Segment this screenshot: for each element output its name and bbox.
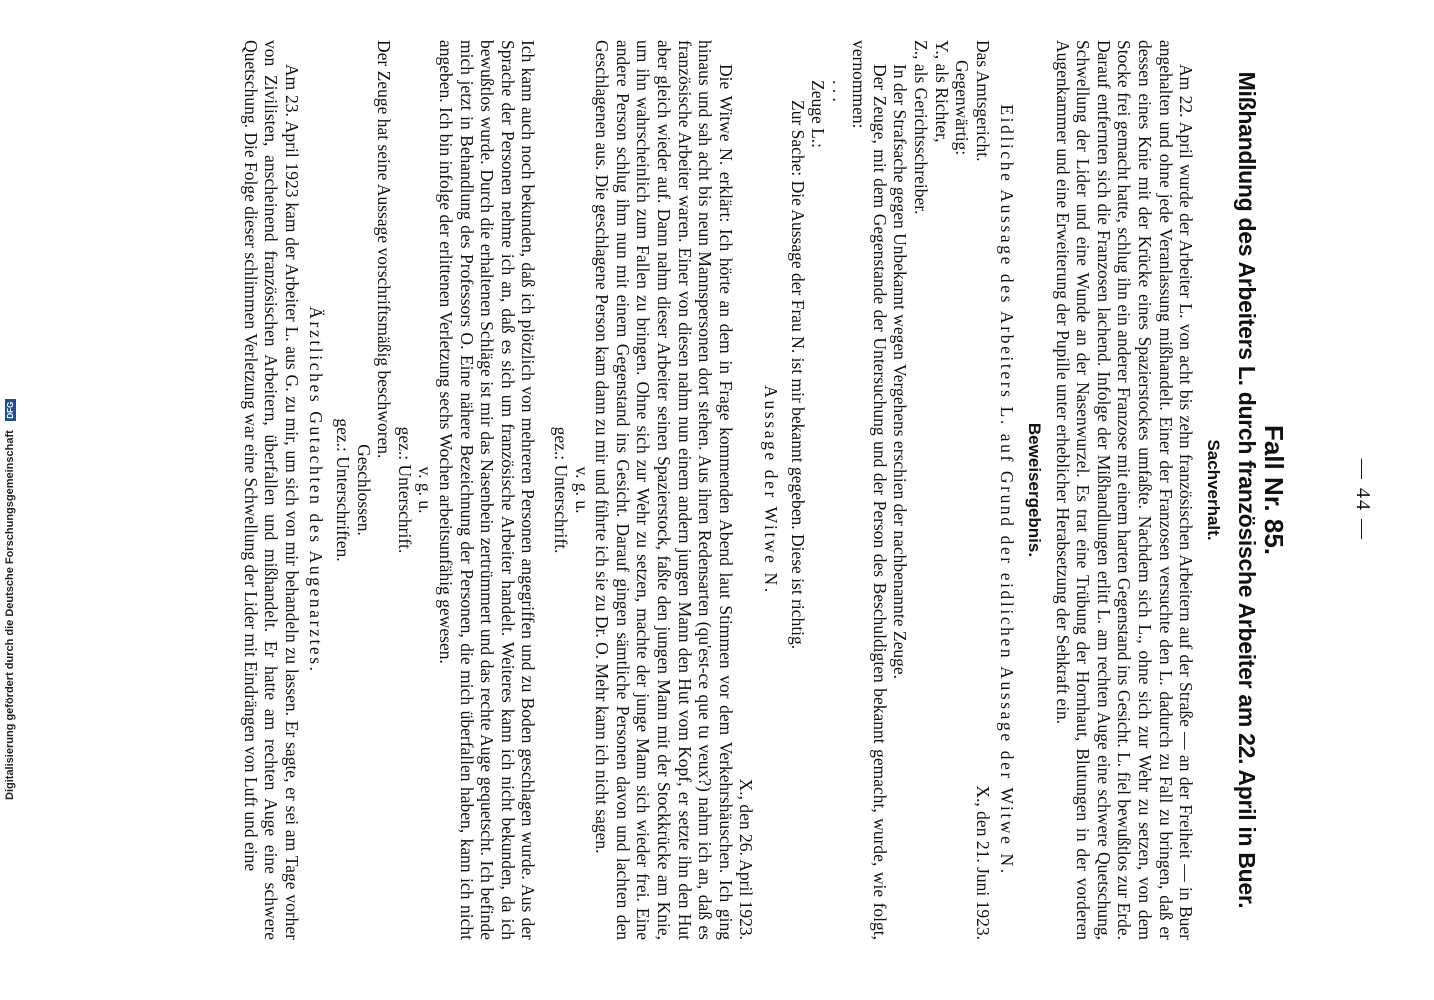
witwe-heading: Aussage der Witwe N. <box>760 385 781 595</box>
section-heading-sachverhalt: Sachverhalt. <box>1203 439 1223 541</box>
zur-sache: Zur Sache: Die Aussage der Frau N. ist mir bekannt gegeben. Diese ist richtig. <box>787 100 808 650</box>
footer-text-wrap <box>4 0 24 1000</box>
case-title: Fall Nr. 85. <box>1259 424 1289 556</box>
witwe-signed: gez.: Unterschrift. <box>551 426 571 554</box>
zeuge-vgu: v. g. u. <box>415 466 436 514</box>
court-row <box>972 40 993 940</box>
section-heading-beweisergebnis: Beweisergebnis. <box>1025 422 1045 558</box>
dfg-logo: DFG <box>5 399 16 421</box>
place-date: X., den 21. Juni 1923. <box>972 785 993 940</box>
closed-line: Geschlossen. <box>353 444 374 536</box>
witness-label: Zeuge L.: <box>808 80 829 149</box>
gutachten-text: Am 23. April 1923 kam der Arbeiter L. aus G. zu mir, um sich von mir behandeln zu lassen. Er sagte, er sei am Tage vorher von Zivilisten, anscheinend französischen Arbeitern, überfallen und mißhandelt. Er hatte am rechten Auge eine schwere Quetschung. Die Folge dieser schlimmen Verletzung war eine Schwellung der Lider mit Eindrängen von Luft und eine <box>240 40 302 940</box>
digitization-footer <box>0 0 20 1000</box>
witwe-place-date: X., den 26. April 1923. <box>736 778 757 940</box>
ellipsis: . . . <box>828 80 849 102</box>
beweis-subheading: Eidliche Aussage des Arbeiters L. auf Grund der eidlichen Aussage der Witwe N. <box>997 104 1018 876</box>
zeuge-signed: gez.: Unterschrift. <box>394 426 415 554</box>
page-number: — 44 — <box>1352 459 1374 541</box>
oath-line: Der Zeuge hat seine Aussage vorschriftsmäßig beschworen. <box>374 40 395 459</box>
zeuge-text: Ich kann auch noch bekunden, daß ich plötzlich von mehreren Personen angegriffen und zu Boden geschlagen wurde. Aus der Sprache der Personen nehme ich an, daß es sich um französische Arbeiter handelt. Weiteres kann ich nicht bekunden, da ich bewußtlos wurde. Durch die erhaltenen Schläge ist mir das Nasenbein zertrümmert und das rechte Auge gequetscht. Ich befinde mich jetzt in Behandlung des Professors O. Eine nähere Bezeichnung der Personen, die mich überfallen haben, kann ich nicht angeben. Ich bin infolge der erlittenen Verletzung sechs Wochen arbeitsunfähig gewesen. <box>436 40 539 940</box>
present-label: Gegenwärtig: <box>952 60 973 156</box>
intro-1: In der Strafsache gegen Unbekannt wegen Vergehens erschien der nachbenannte Zeuge. <box>890 64 911 679</box>
witwe-vgu: v. g. u. <box>571 466 592 514</box>
document-body <box>240 40 1289 940</box>
headline: Mißhandlung des Arbeiters L. durch französische Arbeiter am 22. April in Buer. <box>1234 71 1261 909</box>
court-name: Das Amtsgericht. <box>972 40 993 162</box>
clerk-line: Z., als Gerichtsschreiber. <box>911 40 932 215</box>
closed-signed: gez.: Unterschriften. <box>333 418 354 562</box>
gutachten-heading: Ärztliches Gutachten des Augenarztes. <box>306 306 327 674</box>
intro-2: Der Zeuge, mit dem Gegenstande der Untersuchung und der Person des Beschuldigten bekannt gemacht, wurde, wie folgt, vernommen: <box>849 40 890 940</box>
footer-note: Digitalisierung gefördert durch die Deutsche Forschungsgemeinschaft <box>4 430 16 800</box>
judge-line: Y., als Richter, <box>931 40 952 143</box>
witwe-text: Die Witwe N. erklärt: Ich hörte an dem in Frage kommenden Abend laut Stimmen vor dem Verkehrshäuschen. Ich ging hinaus und sah acht bis neun Mannspersonen dort stehen. Aus ihren Redensarten (qu'est-ce que tu veux?) nahm ich an, daß es französische Arbeiter waren. Einer von diesen nahm nun einem andern jungen Mann den Hut vom Kopf, er setzte ihn den Hut aber gleich wieder auf. Dann nahm dieser Arbeiter seinen Spazierstock, faßte den jungen Mann mit der Stockkrücke am Knie, um ihn wahrscheinlich zum Fallen zu bringen. Ohne sich zur Wehr zu setzen, machte der junge Mann sich wieder frei. Eine andere Person schlug ihm nun mit einem Gegenstand ins Gesicht. Darauf gingen sämtliche Personen davon und lachten den Geschlagenen aus. Die geschlagene Person kam dann zu mir und führte ich sie zu Dr. O. Mehr kann ich nicht sagen. <box>592 40 736 940</box>
sachverhalt-text: Am 22. April wurde der Arbeiter L. von acht bis zehn französischen Arbeitern auf der Straße — an der Freiheit — in Buer angehalten und ohne jede Veranlassung mißhandelt. Einer der Franzosen versuchte den L. dadurch zu Fall zu bringen, daß er dessen eines Knie mit der Krücke eines Spazierstockes umfaßte. Nachdem sich L., ohne sich zur Wehr zu setzen, von dem Stocke frei gemacht hatte, schlug ihn ein anderer Franzose mit einem harten Gegenstand ins Gesicht. L. fiel bewußtlos zur Erde. Darauf entfernten sich die Franzosen lachend. Infolge der Mißhandlungen erlitt L. am rechten Auge eine schwere Quetschung, Schwellung der Lider und eine Wunde an der Nasenwurzel. Es trat eine Trübung der Hornhaut, Blutungen in der vorderen Augenkammer und eine Erweiterung der Pupille unter erheblicher Herabsetzung der Sehkraft ein. <box>1052 40 1197 940</box>
